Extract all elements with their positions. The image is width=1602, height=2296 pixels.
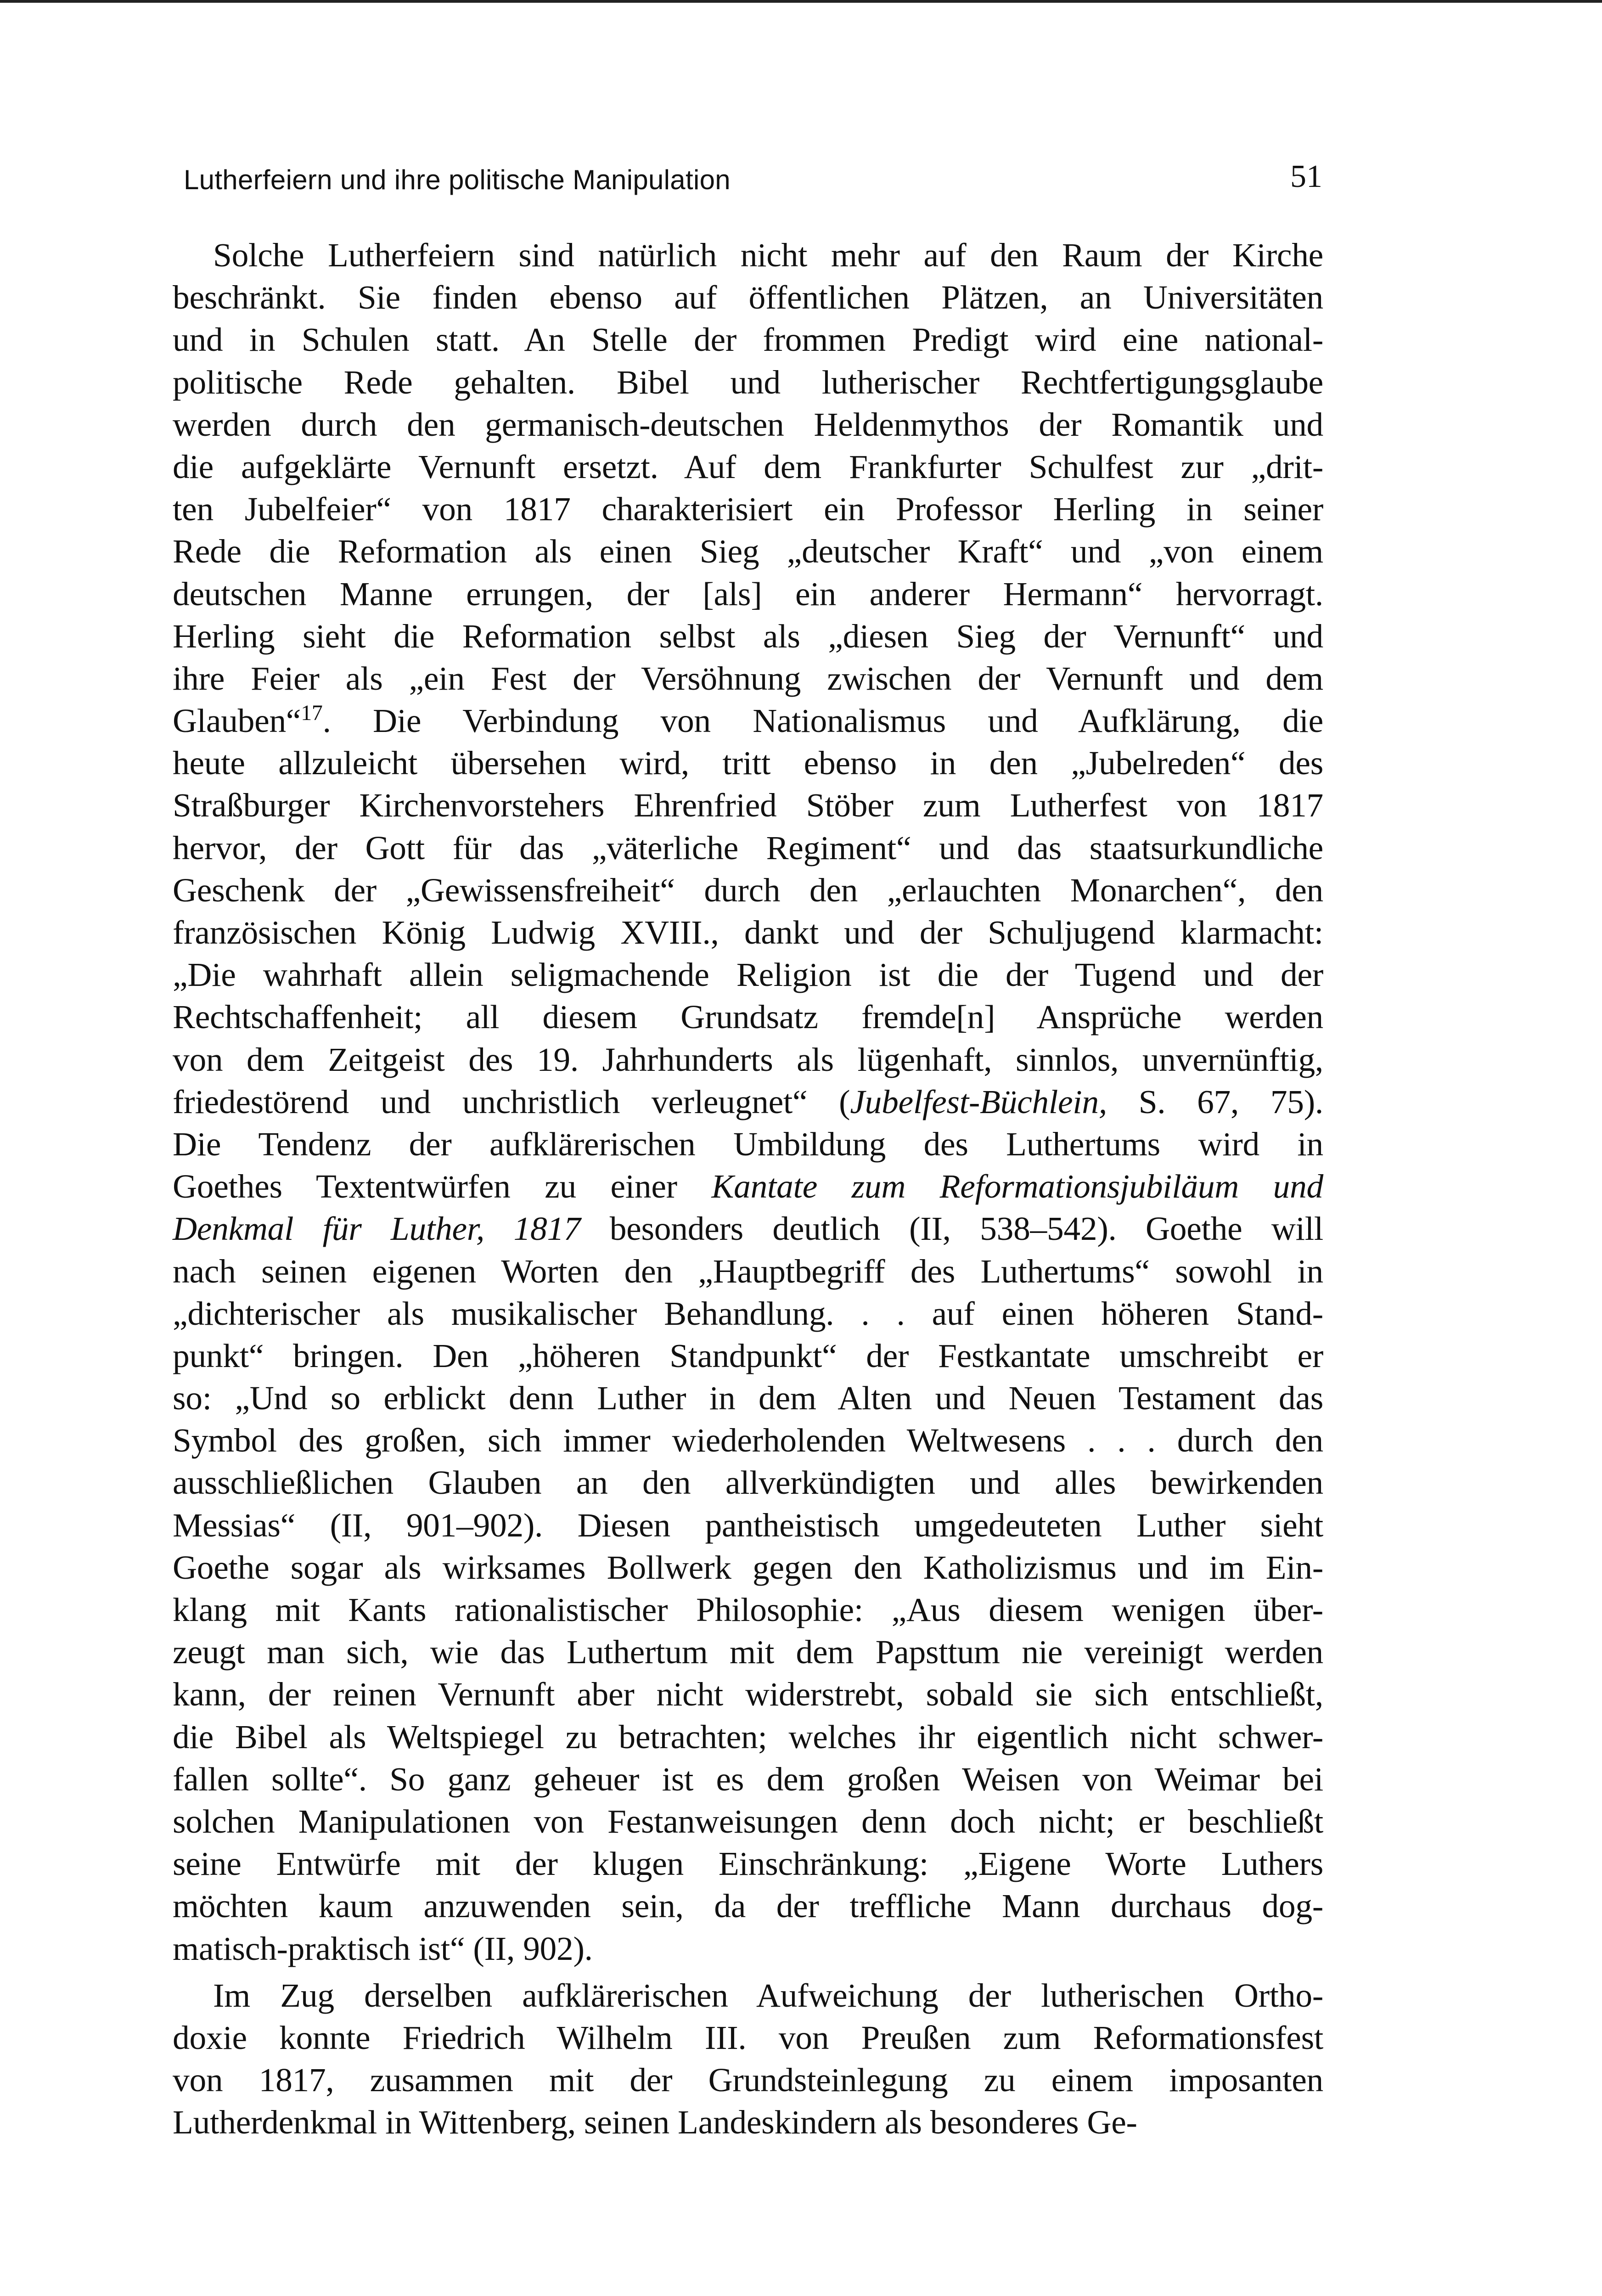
text-line xyxy=(173,573,1323,615)
text-run: matisch-praktisch ist“ (II, 902). xyxy=(173,1930,593,1967)
text-run: heute allzuleicht übersehen wird, tritt ebenso in den „Jubelreden“ des xyxy=(173,744,1323,782)
text-line xyxy=(173,1165,1323,1208)
text-run: Goethe sogar als wirksames Bollwerk gegen den Katholizismus und im Ein- xyxy=(173,1548,1323,1586)
text-run: friedestörend und unchristlich verleugnet“ ( xyxy=(173,1083,850,1120)
text-run: werden durch den germanisch-deutschen Heldenmythos der Romantik und xyxy=(173,405,1323,443)
text-run: deutschen Manne errungen, der [als] ein anderer Hermann“ hervorragt. xyxy=(173,575,1323,613)
page-number: 51 xyxy=(1290,159,1322,194)
text-line xyxy=(173,1885,1323,1927)
text-line xyxy=(173,1293,1323,1335)
text-run: solchen Manipulationen von Festanweisungen denn doch nicht; er beschließt xyxy=(173,1802,1323,1840)
text-line xyxy=(173,742,1323,784)
text-line xyxy=(173,827,1323,869)
text-run: von dem Zeitgeist des 19. Jahrhunderts als lügenhaft, sinnlos, unvernünftig, xyxy=(173,1041,1323,1078)
text-line xyxy=(173,1123,1323,1165)
text-line xyxy=(173,869,1323,912)
text-line xyxy=(173,319,1323,361)
text-run: möchten kaum anzuwenden sein, da der treffliche Mann durchaus dog- xyxy=(173,1887,1323,1925)
text-run: „Die wahrhaft allein seligmachende Religion ist die der Tugend und der xyxy=(173,956,1323,994)
text-run: die Bibel als Weltspiegel zu betrachten; welches ihr eigentlich nicht schwer- xyxy=(173,1718,1323,1756)
text-run: Symbol des großen, sich immer wiederholenden Weltwesens . . . durch den xyxy=(173,1422,1323,1459)
scan-top-edge xyxy=(0,0,1602,3)
text-run: klang mit Kants rationalistischer Philosophie: „Aus diesem wenigen über- xyxy=(173,1591,1323,1628)
text-line xyxy=(173,954,1323,996)
text-run: Herling sieht die Reformation selbst als „diesen Sieg der Vernunft“ und xyxy=(173,617,1323,655)
text-line xyxy=(173,1547,1323,1589)
text-run: besonders deutlich (II, 538–542). Goethe will xyxy=(580,1210,1323,1248)
text-line xyxy=(173,912,1323,954)
text-line xyxy=(173,615,1323,658)
text-run: doxie konnte Friedrich Wilhelm III. von Preußen zum Reformationsfest xyxy=(173,2019,1323,2056)
text-run: politische Rede gehalten. Bibel und lutherischer Rechtfertigungsglaube xyxy=(173,363,1323,401)
italic-title: Jubelfest-Büchlein, xyxy=(850,1083,1107,1120)
text-line xyxy=(173,488,1323,530)
text-line xyxy=(173,2017,1323,2059)
text-line xyxy=(173,1801,1323,1843)
text-line xyxy=(173,404,1323,446)
text-line xyxy=(173,1208,1323,1250)
text-line xyxy=(173,276,1323,319)
text-run: seine Entwürfe mit der klugen Einschränkung: „Eigene Worte Luthers xyxy=(173,1845,1323,1883)
text-run: ihre Feier als „ein Fest der Versöhnung zwischen der Vernunft und dem xyxy=(173,659,1323,697)
text-run: und in Schulen statt. An Stelle der frommen Predigt wird eine national- xyxy=(173,321,1323,359)
text-line xyxy=(173,1377,1323,1419)
text-line xyxy=(173,1081,1323,1123)
text-line xyxy=(173,784,1323,827)
text-run: Die Tendenz der aufklärerischen Umbildung des Luthertums wird in xyxy=(173,1125,1323,1163)
text-run: nach seinen eigenen Worten den „Hauptbegriff des Luthertums“ sowohl in xyxy=(173,1252,1323,1290)
text-run: Glauben“ xyxy=(173,702,301,740)
text-line xyxy=(173,2101,1323,2144)
text-line xyxy=(173,530,1323,573)
running-title: Lutherfeiern und ihre politische Manipulation xyxy=(184,164,731,195)
text-line xyxy=(173,1975,1323,2017)
text-run: zeugt man sich, wie das Luthertum mit dem Papsttum nie vereinigt werden xyxy=(173,1633,1323,1671)
text-line xyxy=(173,1716,1323,1758)
text-line xyxy=(173,1673,1323,1716)
text-run: Rechtschaffenheit; all diesem Grundsatz fremde[n] Ansprüche werden xyxy=(173,998,1323,1036)
text-line xyxy=(173,996,1323,1038)
body-text xyxy=(173,234,1323,2144)
text-line xyxy=(173,1419,1323,1462)
text-run: fallen sollte“. So ganz geheuer ist es dem großen Weisen von Weimar bei xyxy=(173,1760,1323,1798)
text-run: „dichterischer als musikalischer Behandlung. . . auf einen höheren Stand- xyxy=(173,1294,1323,1332)
text-line xyxy=(173,1758,1323,1801)
text-line xyxy=(173,1462,1323,1504)
text-run: so: „Und so erblickt denn Luther in dem Alten und Neuen Testament das xyxy=(173,1379,1323,1417)
text-run: französischen König Ludwig XVIII., dankt und der Schuljugend klarmacht: xyxy=(173,914,1323,951)
text-run: Lutherdenkmal in Wittenberg, seinen Landeskindern als besonderes Ge- xyxy=(173,2104,1137,2141)
text-line xyxy=(173,1589,1323,1631)
text-run: Geschenk der „Gewissensfreiheit“ durch den „erlauchten Monarchen“, den xyxy=(173,871,1323,909)
text-run: beschränkt. Sie finden ebenso auf öffentlichen Plätzen, an Universitäten xyxy=(173,279,1323,316)
text-run: punkt“ bringen. Den „höheren Standpunkt“ der Festkantate umschreibt er xyxy=(173,1337,1323,1374)
text-line xyxy=(173,700,1323,742)
text-run: Straßburger Kirchenvorstehers Ehrenfried Stöber zum Lutherfest von 1817 xyxy=(173,787,1323,824)
text-run: . Die Verbindung von Nationalismus und Aufklärung, die xyxy=(322,702,1323,740)
text-run: ten Jubelfeier“ von 1817 charakterisiert ein Professor Herling in seiner xyxy=(173,490,1323,528)
paragraph xyxy=(173,234,1323,1970)
italic-title: Denkmal für Luther, 1817 xyxy=(173,1210,581,1248)
text-line xyxy=(173,1250,1323,1293)
text-line xyxy=(173,658,1323,700)
text-line xyxy=(173,1335,1323,1377)
text-line xyxy=(173,361,1323,404)
text-run: Goethes Textentwürfen zu einer xyxy=(173,1168,712,1205)
text-line xyxy=(173,446,1323,488)
text-run: von 1817, zusammen mit der Grundsteinlegung zu einem imposanten xyxy=(173,2061,1323,2099)
text-run: kann, der reinen Vernunft aber nicht widerstrebt, sobald sie sich entschließt, xyxy=(173,1676,1323,1713)
text-line xyxy=(173,1928,1323,1970)
text-line xyxy=(173,1631,1323,1673)
text-line xyxy=(173,1504,1323,1547)
paragraph xyxy=(173,1975,1323,2144)
text-line xyxy=(173,1843,1323,1885)
text-run: hervor, der Gott für das „väterliche Regiment“ und das staatsurkundliche xyxy=(173,829,1323,867)
text-run: Solche Lutherfeiern sind natürlich nicht mehr auf den Raum der Kirche xyxy=(213,236,1323,274)
text-run: ausschließlichen Glauben an den allverkündigten und alles bewirkenden xyxy=(173,1464,1323,1502)
text-run: Messias“ (II, 901–902). Diesen pantheistisch umgedeuteten Luther sieht xyxy=(173,1506,1323,1544)
text-run: S. 67, 75). xyxy=(1107,1083,1323,1120)
text-run: die aufgeklärte Vernunft ersetzt. Auf dem Frankfurter Schulfest zur „drit- xyxy=(173,448,1323,485)
text-run: Im Zug derselben aufklärerischen Aufweichung der lutherischen Ortho- xyxy=(213,1976,1323,2014)
text-run: Rede die Reformation als einen Sieg „deutscher Kraft“ und „von einem xyxy=(173,533,1323,570)
text-line xyxy=(173,2059,1323,2101)
footnote-marker: 17 xyxy=(301,701,323,726)
italic-title: Kantate zum Reformationsjubiläum und xyxy=(711,1168,1323,1205)
text-line xyxy=(173,1039,1323,1081)
text-line xyxy=(173,234,1323,276)
